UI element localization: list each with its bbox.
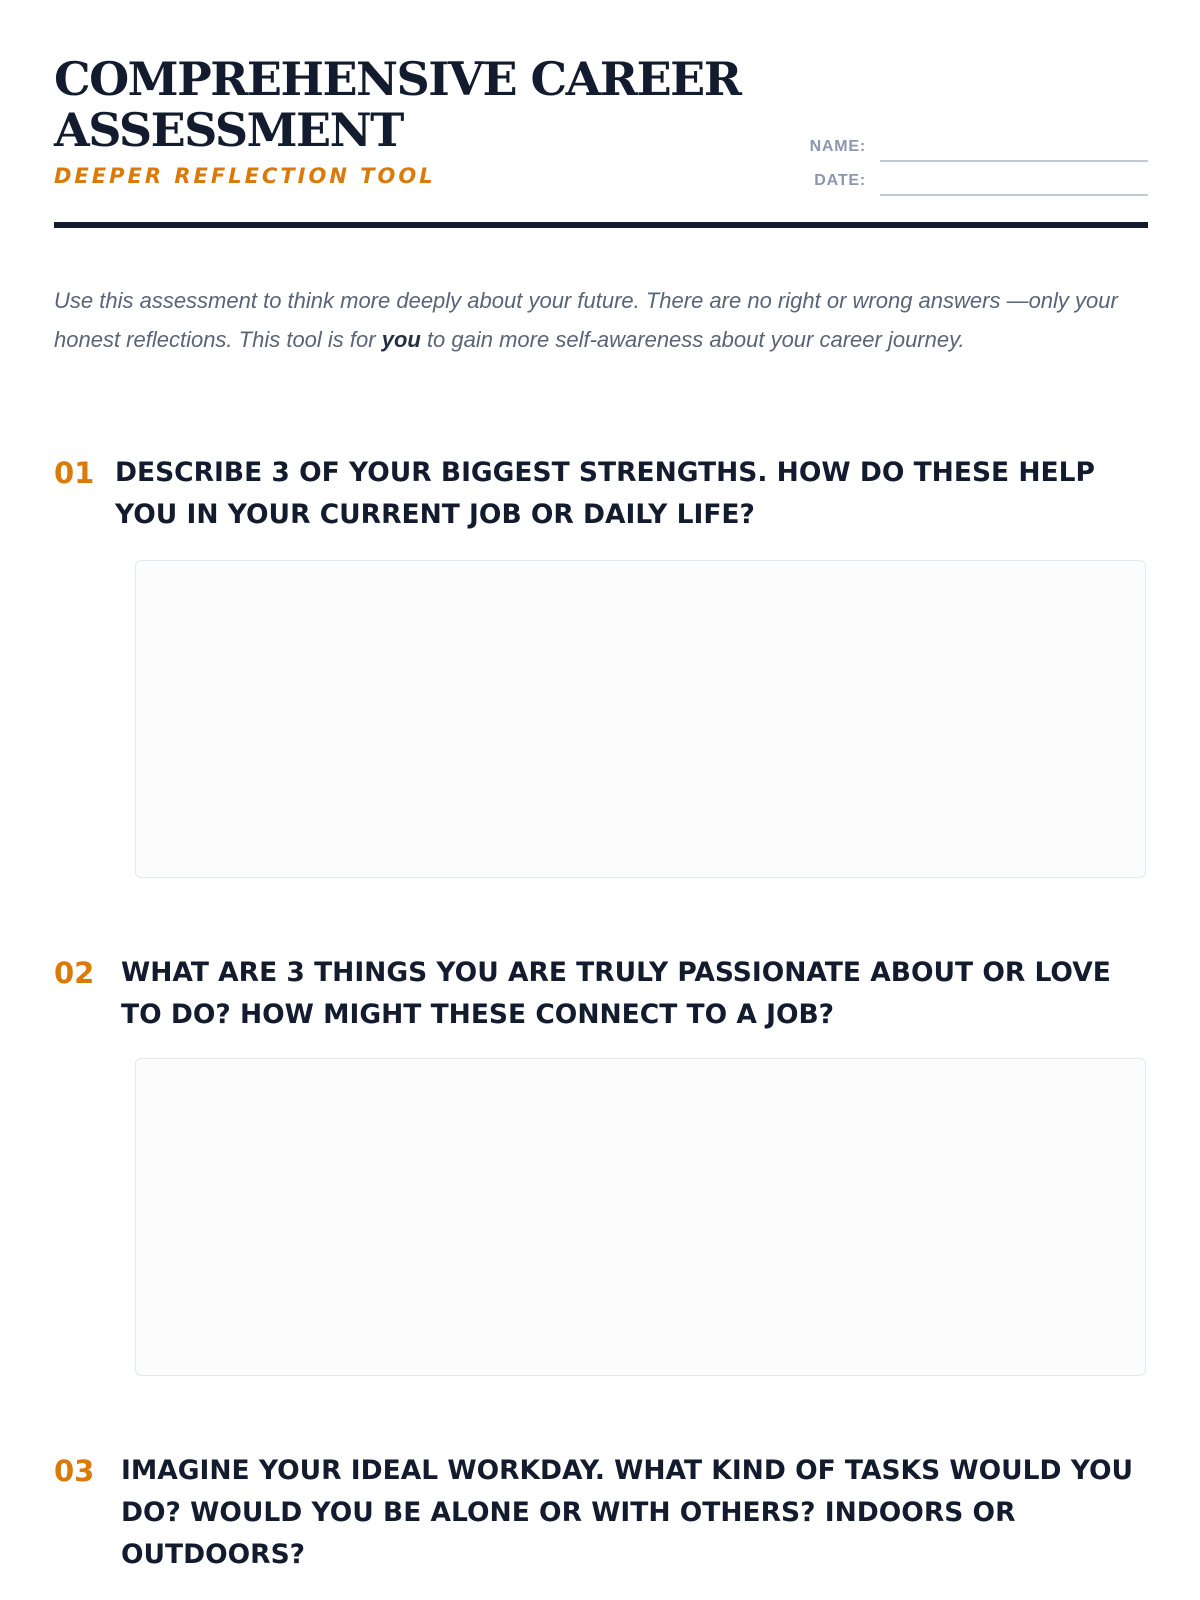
date-field[interactable] bbox=[880, 194, 1148, 196]
date-label: DATE: bbox=[814, 172, 866, 189]
name-date-fields bbox=[788, 134, 1148, 202]
question-number: 03 bbox=[54, 1454, 95, 1488]
question-text: IMAGINE YOUR IDEAL WORKDAY. WHAT KIND OF TASKS WOULD YOU DO? WOULD YOU BE ALONE OR WITH OTHERS? INDOORS OR OUTDOORS? bbox=[121, 1455, 1134, 1570]
answer-box[interactable] bbox=[135, 1058, 1146, 1376]
page-title bbox=[54, 54, 774, 156]
question-text: WHAT ARE 3 THINGS YOU ARE TRULY PASSIONATE ABOUT OR LOVE TO DO? HOW MIGHT THESE CONNECT TO A JOB? bbox=[121, 957, 1111, 1030]
intro-text-start: Use this assessment to think more deeply about your future. There are no right or wrong answers —only your honest reflections. This tool is for bbox=[54, 288, 1118, 352]
intro-text bbox=[54, 282, 1148, 359]
title-line-1: COMPREHENSIVE CAREER bbox=[54, 52, 741, 106]
question-text: DESCRIBE 3 OF YOUR BIGGEST STRENGTHS. HOW DO THESE HELP YOU IN YOUR CURRENT JOB OR DAILY LIFE? bbox=[115, 457, 1095, 530]
question-number: 01 bbox=[54, 456, 95, 490]
title-line-2: ASSESSMENT bbox=[54, 103, 403, 157]
intro-text-end: to gain more self-awareness about your career journey. bbox=[420, 326, 965, 352]
header-divider bbox=[54, 222, 1148, 228]
page-subtitle: DEEPER REFLECTION TOOL bbox=[54, 164, 436, 188]
answer-box[interactable] bbox=[135, 560, 1146, 878]
question-number: 02 bbox=[54, 956, 95, 990]
name-row bbox=[788, 134, 1148, 168]
intro-emphasis: you bbox=[381, 326, 421, 352]
name-label: NAME: bbox=[809, 138, 866, 155]
assessment-page bbox=[54, 0, 1148, 1570]
page-header bbox=[54, 0, 1148, 230]
name-field[interactable] bbox=[880, 160, 1148, 162]
date-row bbox=[788, 168, 1148, 202]
